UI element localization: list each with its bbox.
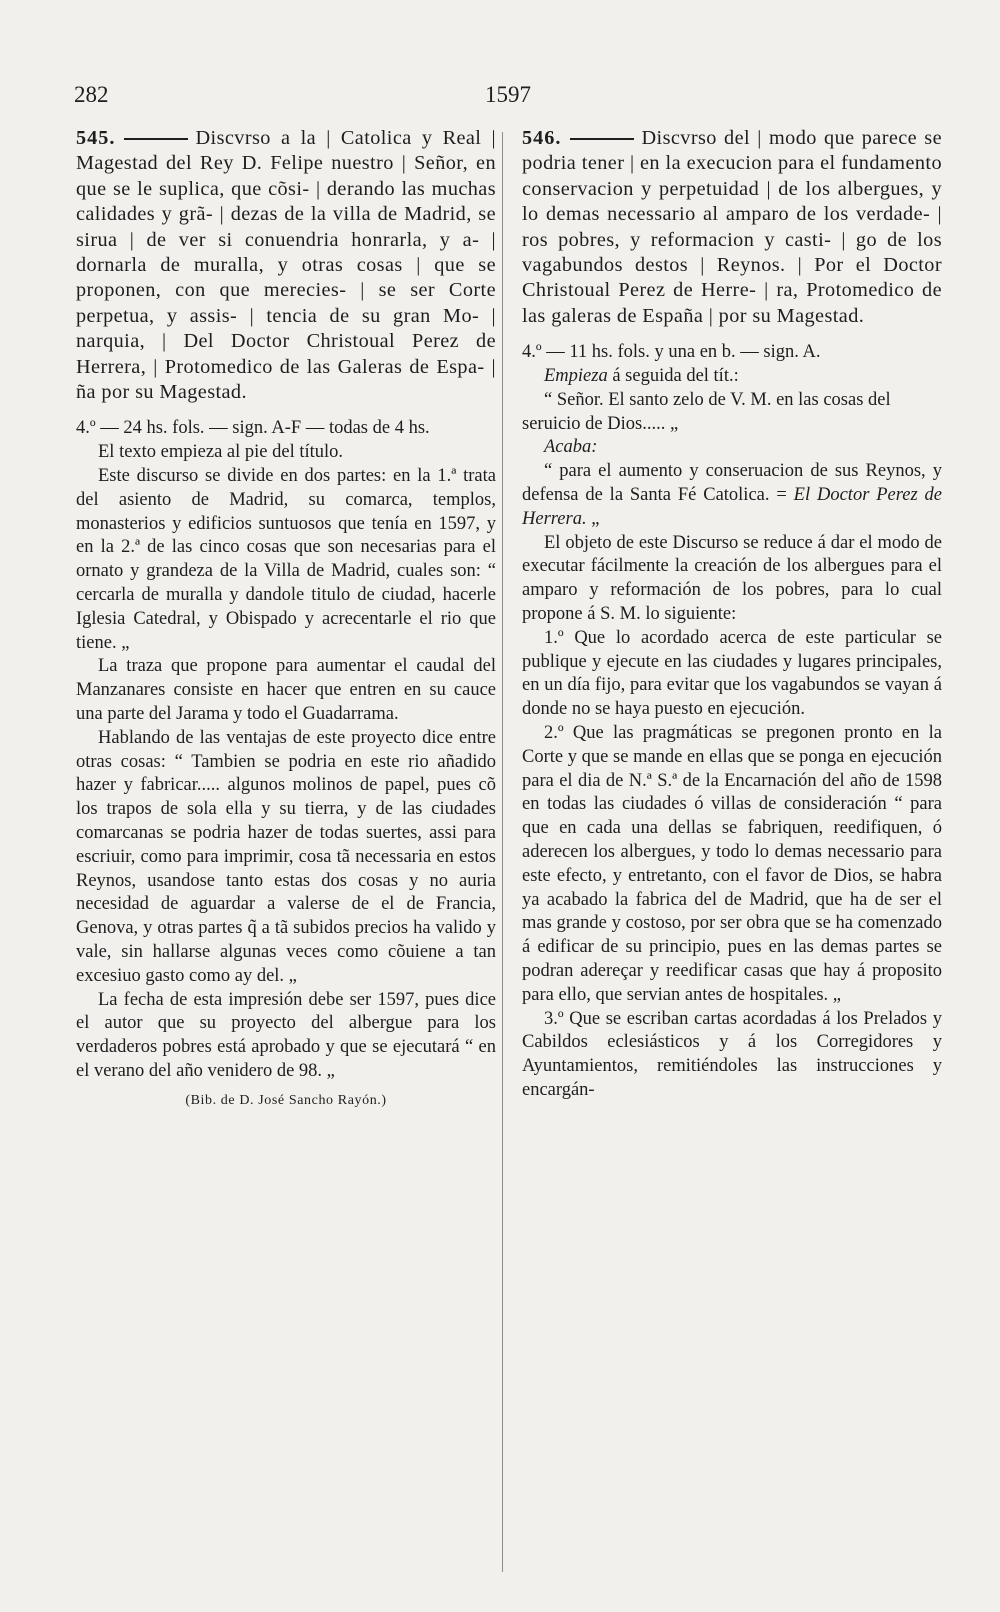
entry-546-note-3: 2.º Que las pragmáticas se pregonen pronto en la Corte y que se mande en ellas que se ponga en ejecución para el dia de N.ª S.ª de la Encarnación del año de 1598 en todas las ciudades ó villas de consideración “ para que en cada una dellas se fabriquen, reedifiquen, ó aderecen los albergues, y todo lo demas necessario para este efecto, y entretanto, con el favor de Dios, se habra ya acabado la fabrica del de Madrid, que ha de ser el mas grande y costoso, por ser obra que se ha comenzado á edificar de su principio, pues en las demas partes se podran adereçar y reedificar casas que hay á proposito para ello, que servian antes de hospitales. „	[522, 723, 942, 1005]
entry-546-collation: 4.º — 11 hs. fols. y una en b. — sign. A.	[522, 342, 821, 363]
running-head-year: 1597	[485, 82, 531, 107]
entry-545-heading	[76, 126, 496, 405]
page-number: 282	[74, 82, 109, 107]
entry-545-note-2: Este discurso se divide en dos partes: en la 1.ª trata del asiento de Madrid, su comarca, templos, monasterios y edificios suntuosos que tenía en 1597, y en la 2.ª de las cinco cosas que son necesarias para el ornato y grandeza de la Villa de Madrid, cuales son: “ cercarla de muralla y dandole titulo de ciudad, hacerle Iglesia Catedral, y Obispado y acrecentarle el rio que tiene. „	[76, 466, 496, 653]
entry-546-ends-label: Acaba:	[544, 437, 598, 458]
ends-quote-signature: El Doctor Perez de Herrera.	[522, 485, 943, 529]
entry-545-note-3: La traza que propone para aumentar el caudal del Manzanares consiste en hacer que entren en su cauce una parte del Jarama y todo el Guadarrama.	[76, 656, 496, 725]
entry-546-begins	[522, 365, 942, 389]
entry-546-heading	[522, 126, 942, 329]
title-dash	[570, 138, 634, 140]
entry-545-title: Discvrso a la | Catolica y Real | Magestad del Rey D. Felipe nuestro | Señor, en que se le suplica, que cõsi- | derando las muchas calidades y grã- | dezas de la villa de Madrid, se sirua | de ver si conuendria honrarla, y a- | dornarla de muralla, y otras cosas | que se proponen, con que merecies- | se ser Corte perpetua, y assis- | tencia de su gran Mo- | narquia, | Del Doctor Christoual Perez de Herrera, | Protomedico de las Galeras de Espa- | ña por su Magestad.	[76, 127, 496, 404]
ends-quote-a: “ para el aumento y conseruacion de sus Reynos, y defensa de la Santa Fé Catolica. =	[522, 461, 942, 506]
entry-546-note-1: El objeto de este Discurso se reduce á dar el modo de executar fácilmente la creación de los albergues para el amparo y reformación de los pobres, para lo cual propone á S. M. lo siguiente:	[522, 532, 942, 625]
entry-546-note-4: 3.º Que se escriban cartas acordadas á los Prelados y Cabildos eclesiásticos y á los Corregidores y Ayuntamientos, remitiéndoles las instrucciones y encargán-	[522, 1008, 942, 1100]
entry-546-title: Discvrso del | modo que parece se podria tener | en la execucion para el fundamento conservacion y perpetuidad | de los albergues, y lo demas necessario al amparo de los verdade- | ros pobres, y reformacion y casti- | go de los vagabundos destos | Reynos. | Por el Doctor Christoual Perez de Herre- | ra, Protomedico de las galeras de España | por su Magestad.	[522, 127, 942, 327]
entry-545-collation: 4.º — 24 hs. fols. — sign. A-F — todas de 4 hs.	[76, 418, 430, 439]
left-column	[76, 126, 496, 1113]
column-divider	[502, 132, 503, 1572]
entry-546-number: 546.	[522, 127, 562, 149]
entry-545-number: 545.	[76, 127, 116, 149]
begins-label: Empieza	[544, 366, 608, 387]
entry-546-begins-quote: “ Señor. El santo zelo de V. M. en las cosas del seruicio de Dios..... „	[522, 389, 891, 434]
entry-545-note-4: Hablando de las ventajas de este proyecto dice entre otras cosas: “ Tambien se podria en este rio añadido hazer y fabricar..... algunos molinos de papel, pues cõ los trapos de sola ella y su tierra, y de las ciudades comarcanas se podria hazer de todas suertes, assi para escriuir, como para imprimir, cosa tã necessaria en estos Reynos, usandose tanto estas dos cosas y no auria necesidad de aguardar a valerse de el de Francia, Genova, y otras partes q̃ a tã subidos precios ha valido y vale, sin hallarse algunas veces como cõuiene a tan excesiuo gasto como ay del. „	[76, 727, 496, 986]
title-dash	[124, 138, 188, 140]
entry-546-note-2: 1.º Que lo acordado acerca de este particular se publique y ejecute en las ciudades y lugares principales, en un día fijo, para evitar que los vagabundos se vayan á donde no se haya puesto en ejecución.	[522, 627, 942, 720]
ends-quote-c: „	[586, 508, 600, 529]
entry-545-source: (Bib. de D. José Sancho Rayón.)	[185, 1092, 387, 1108]
begins-rest: á seguida del tít.:	[607, 366, 739, 387]
entry-545-note-1: El texto empieza al pie del título.	[98, 442, 344, 463]
entry-546-ends-quote	[522, 460, 942, 531]
right-column	[522, 126, 942, 1103]
entry-545-note-5: La fecha de esta impresión debe ser 1597, pues dice el autor que su proyecto del albergue para los verdaderos pobres está aprobado y que se ejecutará “ en el verano del año venidero de 98. „	[76, 989, 496, 1081]
